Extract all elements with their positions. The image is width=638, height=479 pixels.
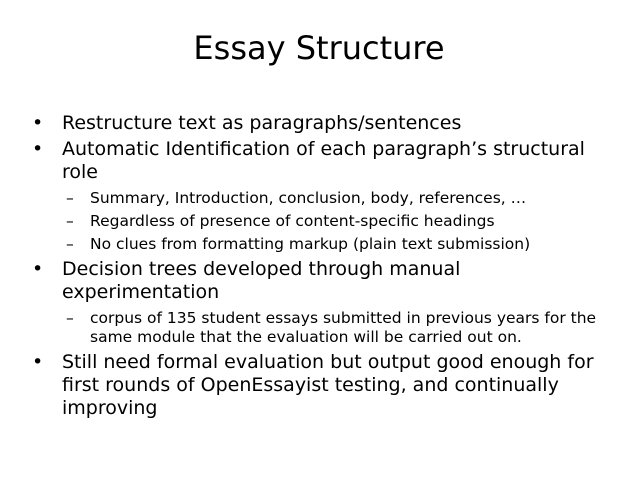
dash-marker: – [66, 189, 74, 207]
bullet-text: Decision trees developed through manual experimentation [62, 258, 461, 303]
slide-title: Essay Structure [193, 29, 445, 67]
sub-item-text: No clues from formatting markup (plain text submission) [90, 235, 531, 253]
sub-item-text: Regardless of presence of content-specific headings [90, 212, 495, 230]
bullet-text: Automatic Identification of each paragraph’s structural role [62, 138, 585, 183]
dash-marker: – [66, 235, 74, 253]
bullet-item [32, 138, 622, 184]
bullet-marker: • [32, 112, 44, 134]
dash-marker: – [66, 309, 74, 327]
bullet-marker: • [32, 138, 44, 160]
bullet-item [32, 258, 622, 304]
bullet-marker: • [32, 258, 44, 280]
sub-item [32, 235, 622, 254]
bullet-item [32, 112, 622, 135]
bullet-text: Still need formal evaluation but output good enough for first rounds of OpenEssayist testing, and continually improving [62, 351, 594, 419]
bullet-text: Restructure text as paragraphs/sentences [62, 112, 462, 134]
dash-marker: – [66, 212, 74, 230]
sub-item [32, 212, 622, 231]
sub-item-text: Summary, Introduction, conclusion, body, references, … [90, 189, 527, 207]
sub-item [32, 189, 622, 208]
slide-content [32, 112, 622, 423]
sub-item-text: corpus of 135 student essays submitted in previous years for the same module that the evaluation will be carried out on. [90, 309, 597, 346]
bullet-marker: • [32, 351, 44, 373]
bullet-item [32, 351, 622, 420]
sub-item [32, 309, 622, 347]
